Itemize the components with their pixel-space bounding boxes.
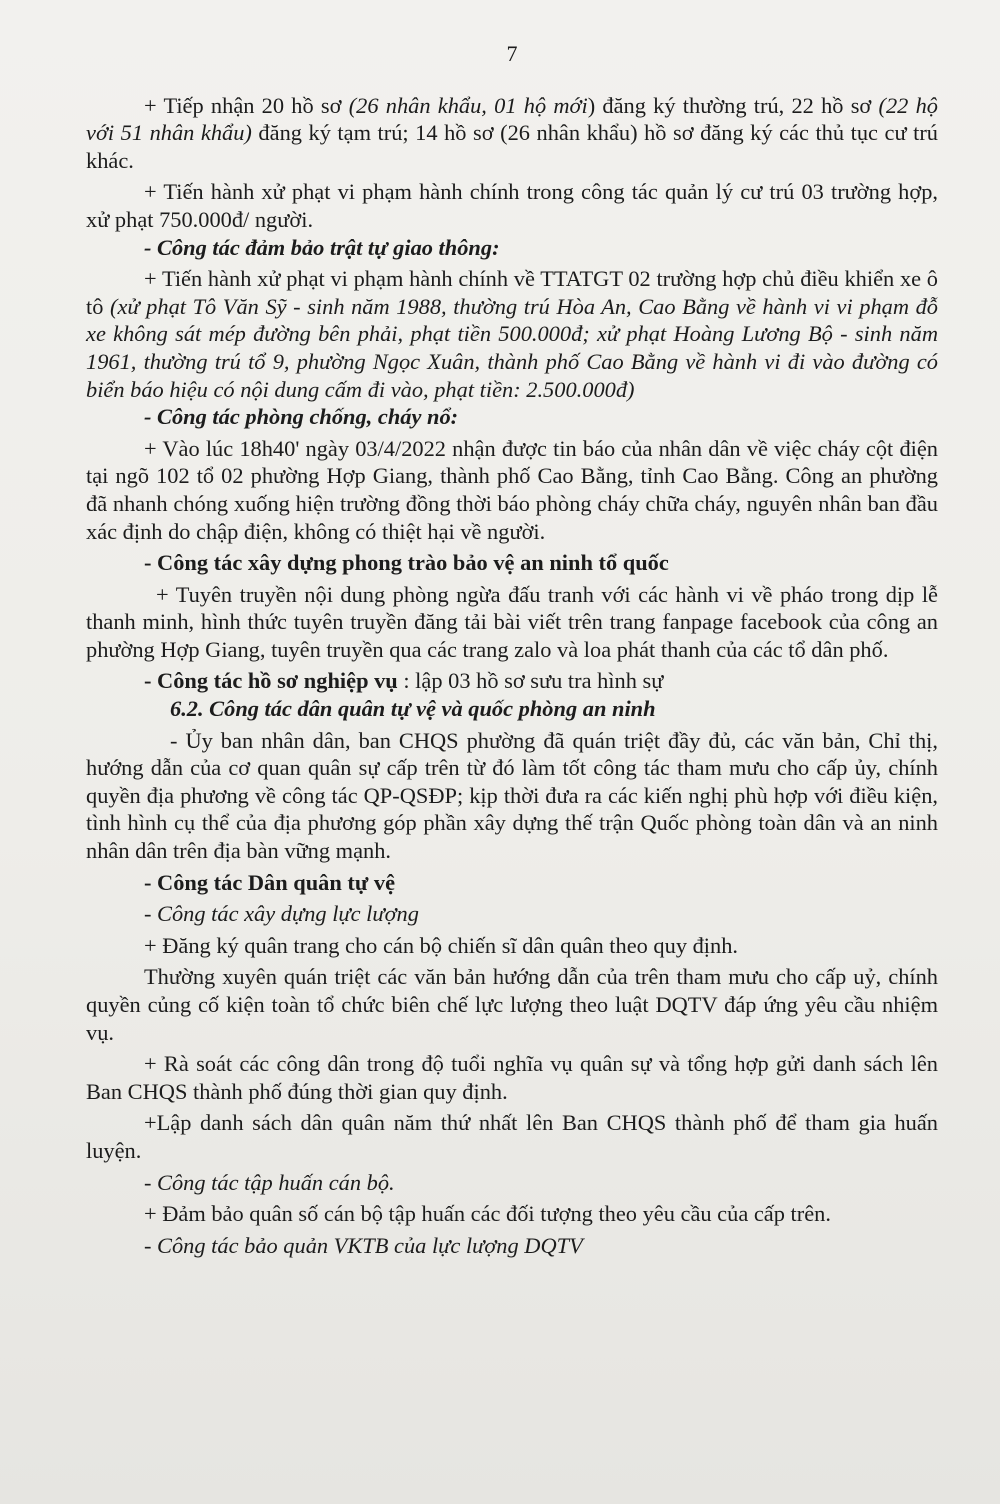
paragraph-uniform-registration: + Đăng ký quân trang cho cán bộ chiến sĩ dân quân theo quy định. <box>144 932 739 958</box>
text-run-italic: (26 nhân khẩu, 01 hộ mới <box>348 92 588 118</box>
heading-section-6-2: 6.2. Công tác dân quân tự vệ và quốc phòng an ninh <box>170 696 656 722</box>
paragraph-traffic-penalty <box>86 265 938 403</box>
heading-militia: - Công tác Dân quân tự vệ <box>144 869 396 895</box>
paragraph-fire-incident: + Vào lúc 18h40' ngày 03/4/2022 nhận được tin báo của nhân dân về việc cháy cột điện tại ngõ 102 tổ 02 phường Hợp Giang, thành phố Cao Bằng, tỉnh Cao Bằng. Công an phường đã nhanh chóng xuống hiện trường đồng thời báo phòng cháy chữa cháy, nguyên nhân ban đầu xác định do chập điện, không có thiệt hại về người. <box>86 435 938 544</box>
page-number: 7 <box>506 41 518 66</box>
heading-cadre-training: - Công tác tập huấn cán bộ. <box>144 1169 395 1195</box>
heading-security-movement: - Công tác xây dựng phong trào bảo vệ an ninh tổ quốc <box>144 550 669 576</box>
heading-case-records: - Công tác hồ sơ nghiệp vụ <box>144 668 398 694</box>
paragraph-residence-penalty: + Tiến hành xử phạt vi phạm hành chính trong công tác quản lý cư trú 03 trường hợp, xử phạt 750.000đ/ người. <box>86 179 938 232</box>
paragraph-militia-directive: - Ủy ban nhân dân, ban CHQS phường đã quán triệt đầy đủ, các văn bản, Chỉ thị, hướng dẫn của cơ quan quân sự cấp trên từ đó làm tốt công tác tham mưu cho cấp ủy, chính quyền địa phương về công tác QP-QSĐP; kịp thời đưa ra các kiến nghị phù hợp với điều kiện, tình hình cụ thể của địa phương góp phần xây dựng thế trận Quốc phòng toàn dân và an ninh nhân dân trên địa bàn vững mạnh. <box>86 727 938 864</box>
text-run: : lập 03 hồ sơ sưu tra hình sự <box>397 668 664 694</box>
paragraph-case-records <box>86 667 938 695</box>
paragraph-military-age-review: + Rà soát các công dân trong độ tuổi nghĩa vụ quân sự và tổng hợp gửi danh sách lên Ban CHQS thành phố đúng thời gian quy định. <box>86 1051 938 1104</box>
heading-force-building: - Công tác xây dựng lực lượng <box>144 901 419 927</box>
text-run-italic: (xử phạt Tô Văn Sỹ - sinh năm 1988, thường trú Hòa An, Cao Bằng về hành vi vi phạm đỗ xe không sát mép đường bên phải, phạt tiền 500.000đ; xử phạt Hoàng Lương Bộ - sinh năm 1961, thường trú tổ 9, phường Ngọc Xuân, thành phố Cao Bằng về hành vi đi vào đường có biển báo hiệu có nội dung cấm đi vào, phạt tiền: 2.500.000đ) <box>86 293 938 402</box>
text-run: ) đăng ký thường trú, 22 hồ sơ <box>587 92 879 118</box>
text-run: + Tiếp nhận 20 hồ sơ <box>144 92 349 118</box>
text-run: đăng ký tạm trú; 14 hồ sơ (26 nhân khẩu) hồ sơ đăng ký các thủ tục cư trú khác. <box>86 120 938 173</box>
paragraph-regular-guidance: Thường xuyên quán triệt các văn bản hướng dẫn của trên tham mưu cho cấp uỷ, chính quyền củng cố kiện toàn tổ chức biên chế lực lượng theo luật DQTV đáp ứng yêu cầu nhiệm vụ. <box>86 964 938 1045</box>
paragraph-propaganda: + Tuyên truyền nội dung phòng ngừa đấu tranh với các hành vi về pháo trong dịp lễ thanh minh, hình thức tuyên truyền đăng tải bài viết trên trang fanpage facebook của công an phường Hợp Giang, tuyên truyền qua các trang zalo và loa phát thanh của các tổ dân phố. <box>86 581 938 662</box>
paragraph-training-attendance: + Đảm bảo quân số cán bộ tập huấn các đối tượng theo yêu cầu của cấp trên. <box>144 1201 831 1227</box>
heading-fire-prevention: - Công tác phòng chống, cháy nổ: <box>144 404 459 430</box>
heading-traffic-order: - Công tác đảm bảo trật tự giao thông: <box>144 234 500 260</box>
paragraph-residence-registration <box>86 92 938 175</box>
text-run: + Tiến hành xử phạt vi phạm hành chính về TTATGT 02 trường hợp chủ điều khiển xe ô tô <box>86 266 938 319</box>
paragraph-first-year-militia: +Lập danh sách dân quân năm thứ nhất lên Ban CHQS thành phố để tham gia huấn luyện. <box>86 1110 938 1163</box>
heading-weapons-preservation: - Công tác bảo quản VKTB của lực lượng DQTV <box>144 1232 583 1258</box>
text-run-italic: (22 hộ với 51 nhân khẩu) <box>86 92 938 146</box>
